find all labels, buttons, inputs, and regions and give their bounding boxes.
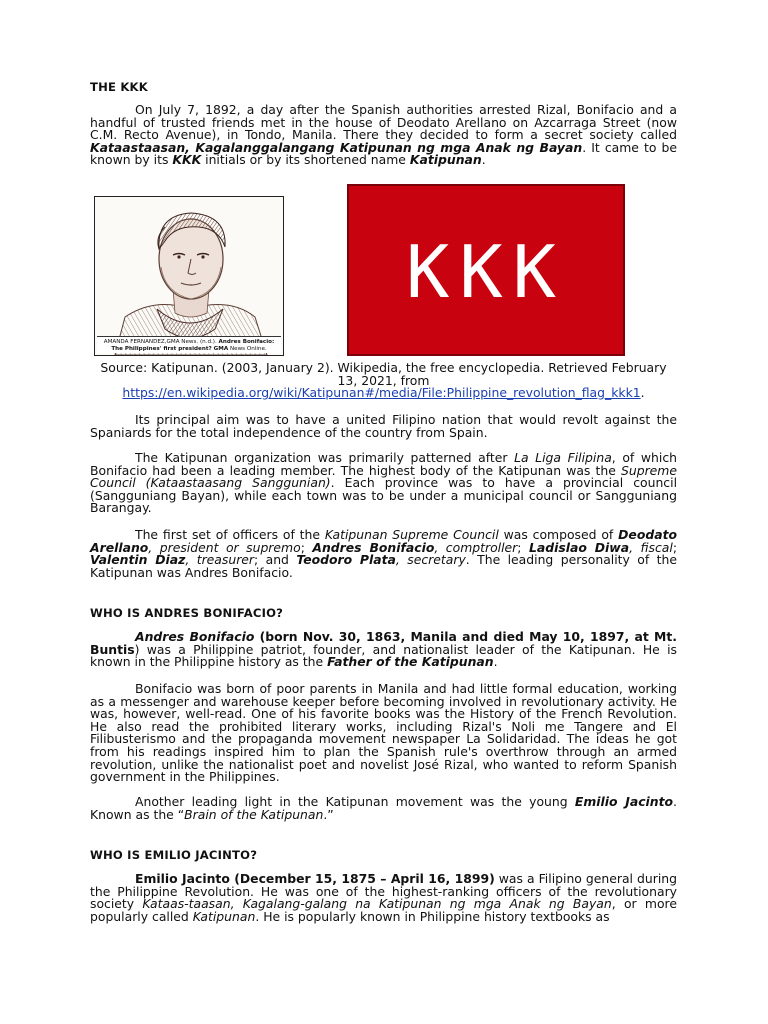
flag-lettering: KKK xyxy=(405,230,567,314)
portrait-caption: AMANDA FERNANDEZ,GMA News. (n.d.). Andres Bonifacio: The Philippines' first president? GMA News Online. xyxy=(97,336,281,353)
image-source-citation: Source: Katipunan. (2003, January 2). Wikipedia, the free encyclopedia. Retrieved February 13, 2021, from https://en.wikipedia.org/wiki/Katipunan#/media/File:Philippine_revolution_flag_kkk1. xyxy=(100,360,667,401)
paragraph-bonifacio-intro: Andres Bonifacio (born Nov. 30, 1863, Manila and died May 10, 1897, at Mt. Buntis) was a Philippine patriot, founder, and nationalist leader of the Katipunan. He is known in the Philippine history as the Father of the Katipunan. xyxy=(90,629,677,670)
heading-andres-bonifacio: WHO IS ANDRES BONIFACIO? xyxy=(90,606,284,620)
source-link[interactable]: https://en.wikipedia.org/wiki/Katipunan#/media/File:Philippine_revolution_flag_kkk1 xyxy=(122,385,641,401)
portrait-illustration xyxy=(95,197,283,355)
paragraph-kkk-founding: On July 7, 1892, a day after the Spanish authorities arrested Rizal, Bonifacio and a handful of trusted friends met in the house of Deodato Arellano on Azcarraga Street (now C.M. Recto Avenue), in Tondo, Manila. There they decided to form a secret society called Kataastaasan, Kagalanggalangang Katipunan ng mga Anak ng Bayan. It came to be known by its KKK initials or by its shortened name Katipunan. xyxy=(90,102,677,168)
paragraph-emilio-jacinto-intro: Another leading light in the Katipunan movement was the young Emilio Jacinto. Known as the “Brain of the Katipunan.” xyxy=(90,794,677,822)
heading-the-kkk: THE KKK xyxy=(90,80,148,94)
bonifacio-portrait xyxy=(94,196,284,356)
paragraph-organization: The Katipunan organization was primarily patterned after La Liga Filipina, of which Bonifacio had been a leading member. The highest body of the Katipunan was the Supreme Council (Kataastaasang Sanggunian). Each province was to have a provincial council (Sangguniang Bayan), while each town was to be under a municipal council or Sangguniang Barangay. xyxy=(90,450,678,516)
paragraph-jacinto-bio: Emilio Jacinto (December 15, 1875 – April 16, 1899) was a Filipino general during the Philippine Revolution. He was one of the highest-ranking officers of the revolutionary society Kataas-taasan, Kagalang-galang na Katipunan ng mga Anak ng Bayan, or more popularly called Katipunan. He is popularly known in Philippine history textbooks as xyxy=(90,871,677,924)
paragraph-officers: The first set of officers of the Katipunan Supreme Council was composed of Deodato Arellano, president or supremo; Andres Bonifacio, comptroller; Ladislao Diwa, fiscal; Valentin Diaz, treasurer; and Teodoro Plata, secretary. The leading personality of the Katipunan was Andres Bonifacio. xyxy=(90,527,678,580)
kkk-flag xyxy=(347,184,625,356)
paragraph-principal-aim: Its principal aim was to have a united Filipino nation that would revolt against the Spaniards for the total independence of the country from Spain. xyxy=(90,412,677,440)
heading-emilio-jacinto: WHO IS EMILIO JACINTO? xyxy=(90,848,258,862)
paragraph-bonifacio-background: Bonifacio was born of poor parents in Manila and had little formal education, working as a messenger and warehouse keeper before becoming involved in revolutionary activity. He was, however, well-read. One of his favorite books was the History of the French Revolution. He also read the prohibited literary works, including Rizal's Noli me Tangere and El Filibusterismo and the propaganda movement newspaper La Solidaridad. The ideas he got from his readings inspired him to plan the Spanish rule's overthrow through an armed revolution, unlike the nationalist poet and novelist José Rizal, who wanted to reform Spanish government in the Philippines. xyxy=(90,681,677,785)
